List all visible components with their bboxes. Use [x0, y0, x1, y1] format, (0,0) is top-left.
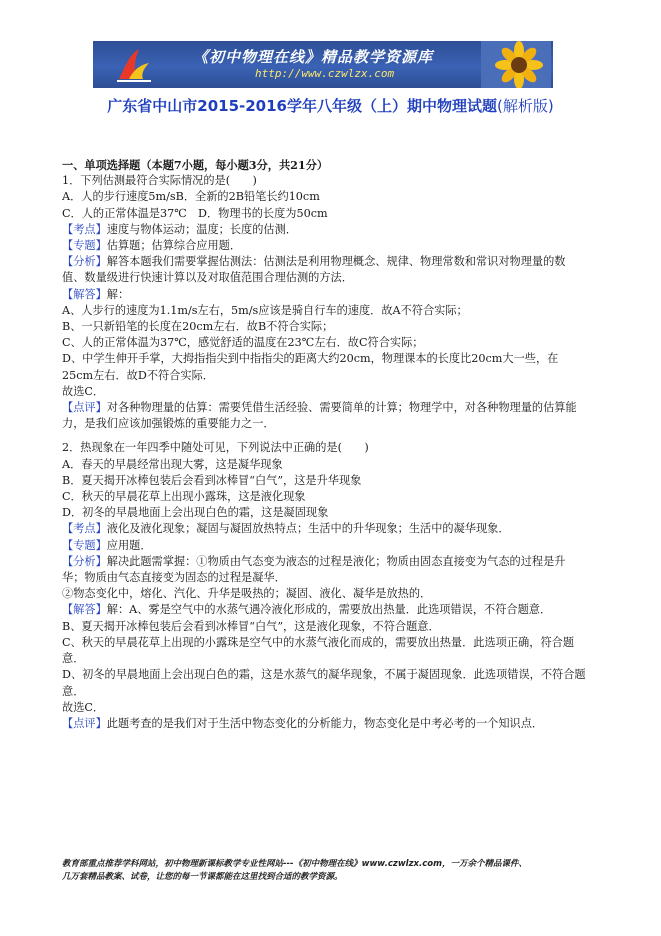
line-text: 故选C． — [62, 700, 105, 714]
text-line — [62, 335, 586, 351]
section-tag: 【解答】 — [62, 287, 107, 301]
line-text: 估算题；估算综合应用题． — [106, 239, 242, 253]
line-text: 2．热现象在一年四季中随处可见，下列说法中正确的是( ) — [62, 441, 369, 455]
sunflower-icon — [481, 41, 551, 88]
line-text: A．春天的早晨经常出现大雾，这是凝华现象 — [62, 457, 283, 471]
text-line — [62, 505, 586, 521]
text-line — [62, 489, 586, 505]
line-text: C、秋天的早晨花草上出现的小露珠是空气中的水蒸气液化而成的，需要放出热量．此选项正确，符合题意． — [62, 635, 575, 666]
text-line — [62, 384, 586, 400]
text-line — [62, 206, 586, 222]
text-line — [62, 619, 586, 635]
text-line — [62, 254, 586, 286]
line-text: 速度与物体运动；温度；长度的估测． — [106, 222, 297, 236]
footer-line: 教育部重点推荐学科网站，初中物理新课标教学专业性网站---《初中物理在线》www.czwlzx.com，一万余个精品课件、 — [62, 859, 527, 869]
section-tag: 【专题】 — [62, 239, 107, 253]
banner-url[interactable]: http://www.czwlzx.com — [255, 67, 395, 80]
text-line — [62, 173, 586, 189]
section-tag: 【点评】 — [62, 716, 107, 730]
text-line — [62, 457, 586, 473]
text-line — [62, 667, 586, 699]
section-tag: 【专题】 — [62, 538, 107, 552]
line-text: C．秋天的早晨花草上出现小露珠，这是液化现象 — [62, 490, 306, 504]
paragraph-gap — [62, 432, 586, 440]
footer-line: 几万套精品教案、试卷，让您的每一节课都能在这里找到合适的教学资源。 — [62, 872, 343, 882]
line-text: D、初冬的早晨地面上会出现白色的霜，这是水蒸气的凝华现象，不属于凝固现象．此选项错误，不符合题意． — [62, 668, 586, 698]
section-tag: 【考点】 — [62, 522, 107, 536]
line-text: 对各种物理量的估算：需要凭借生活经验、需要简单的计算；物理学中，对各种物理量的估算能力，是我们应该加强锻炼的重要能力之一． — [62, 401, 577, 431]
line-text: A、人步行的速度为1.1m/s左右，5m/s应该是骑自行车的速度．故A不符合实际； — [62, 303, 468, 317]
line-text: 液化及液化现象；凝固与凝固放热特点；生活中的升华现象；生活中的凝华现象． — [106, 522, 510, 536]
document-title-main: 广东省中山市2015-2016学年八年级（上）期中物理试题 — [107, 97, 497, 115]
line-text: 解决此题需掌握：①物质由气态变为液态的过程是液化；物质由固态直接变为气态的过程是升华；物质由气态直接变为固态的过程是凝华． — [62, 554, 566, 585]
section-tag: 【解答】 — [62, 603, 107, 617]
text-line — [62, 440, 586, 456]
header-banner — [93, 41, 553, 88]
section-tag: 【考点】 — [62, 222, 107, 236]
text-line — [62, 189, 586, 205]
text-line — [62, 716, 586, 732]
line-text: D．初冬的早晨地面上会出现白色的霜，这是凝固现象 — [62, 506, 329, 520]
text-line — [62, 602, 586, 618]
section-tag: 【点评】 — [62, 401, 107, 415]
line-text: 解：A、雾是空气中的水蒸气遇冷液化形成的，需要放出热量．此选项错误，不符合题意． — [106, 603, 552, 617]
document-body — [62, 157, 586, 732]
logo-icon — [115, 45, 153, 83]
line-text: ②物态变化中，熔化、汽化、升华是吸热的；凝固、液化、凝华是放热的． — [62, 587, 432, 601]
text-line — [62, 238, 586, 254]
text-line — [62, 222, 586, 238]
line-text: 应用题． — [106, 538, 152, 552]
text-line — [62, 554, 586, 586]
banner-title: 《初中物理在线》精品教学资源库 — [193, 48, 434, 66]
line-text: A．人的步行速度5m/sB．全新的2B铅笔长约10cm — [62, 190, 320, 204]
line-text: 故选C． — [62, 384, 105, 398]
page-footer — [62, 858, 602, 884]
document-title-suffix: (解析版) — [497, 97, 554, 115]
text-line — [62, 586, 586, 602]
text-line — [62, 635, 586, 667]
section-tag: 【分析】 — [62, 255, 107, 269]
text-line — [62, 319, 586, 335]
text-line — [62, 400, 586, 432]
line-text: B、夏天揭开冰棒包装后会看到冰棒冒“白气”，这是液化现象，不符合题意． — [62, 619, 440, 633]
line-text: 解： — [106, 287, 130, 301]
text-line — [62, 538, 586, 554]
line-text: 解答本题我们需要掌握估测法：估测法是利用物理概念、规律、物理常数和常识对物理量的数值、数量级进行快速计算以及对取值范围合理估测的方法． — [62, 255, 566, 285]
line-text: C．人的正常体温是37℃ D．物理书的长度为50cm — [62, 206, 328, 220]
line-text: B、一只新铅笔的长度在20cm左右．故B不符合实际； — [62, 320, 334, 334]
text-line — [62, 521, 586, 537]
section-tag: 【分析】 — [62, 554, 107, 568]
line-text: 1．下列估测最符合实际情况的是( ) — [62, 174, 257, 188]
line-text: C、人的正常体温为37℃，感觉舒适的温度在23℃左右．故C符合实际； — [62, 336, 424, 350]
text-line — [62, 700, 586, 716]
line-text: 一、单项选择题（本题7小题，每小题3分，共21分） — [62, 158, 329, 172]
document-title — [0, 95, 661, 116]
text-line — [62, 303, 586, 319]
text-line — [62, 473, 586, 489]
text-line — [62, 351, 586, 383]
line-text: 此题考查的是我们对于生活中物态变化的分析能力，物态变化是中考必考的一个知识点． — [106, 716, 544, 730]
line-text: B．夏天揭开冰棒包装后会看到冰棒冒“白气”，这是升华现象 — [62, 473, 362, 487]
line-text: D、中学生伸开手掌，大拇指指尖到中指指尖的距离大约20cm，物理课本的长度比20cm大一些，在25cm左右．故D不符合实际． — [62, 352, 559, 382]
section-heading — [62, 157, 586, 173]
text-line — [62, 287, 586, 303]
